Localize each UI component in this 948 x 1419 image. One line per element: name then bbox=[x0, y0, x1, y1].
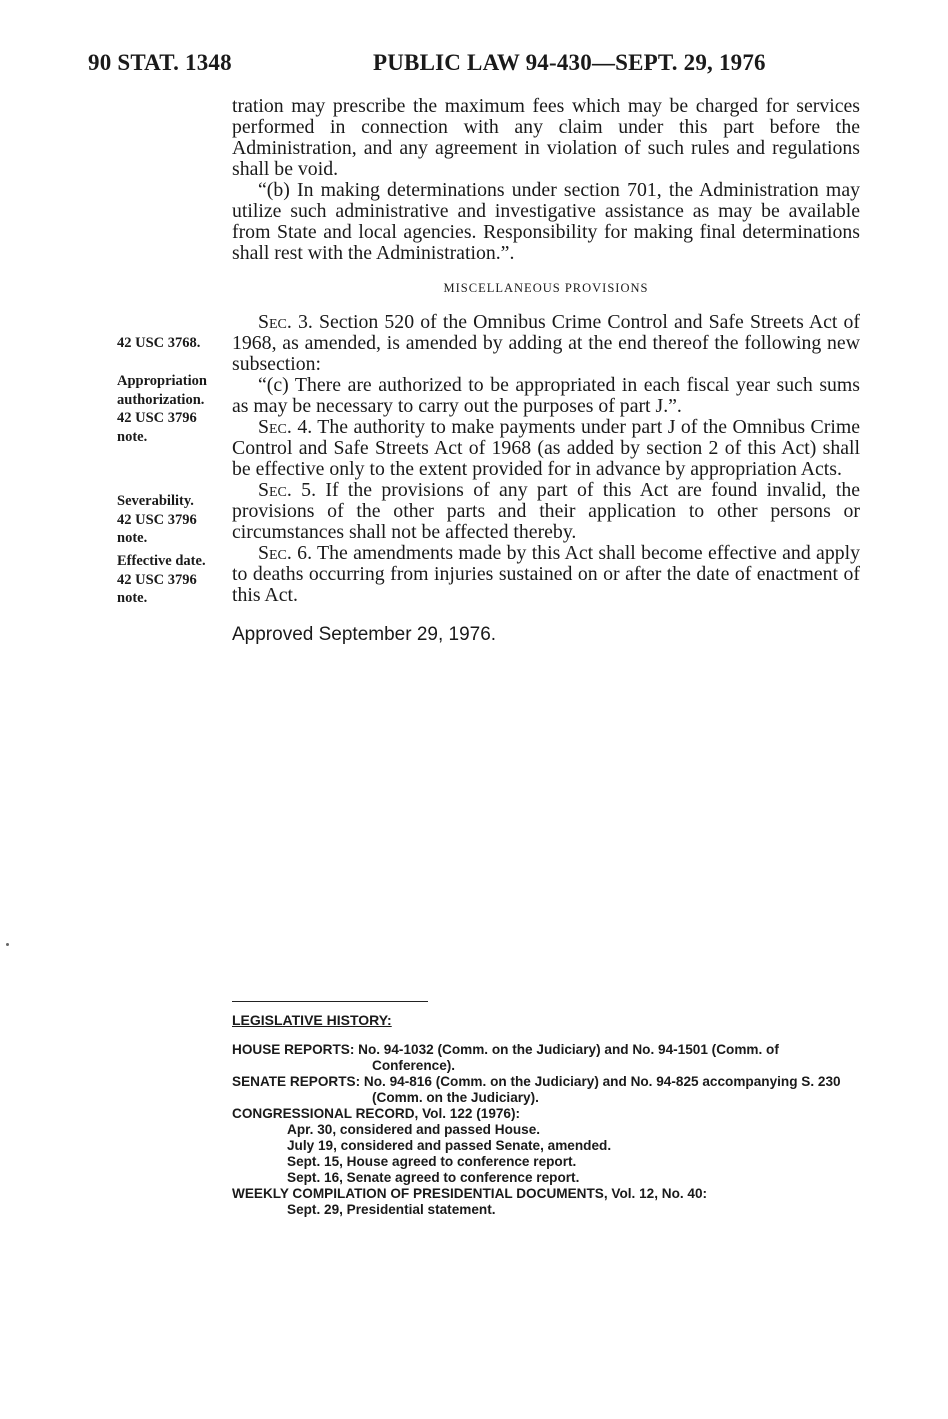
margin-note-line: 42 USC 3768. bbox=[117, 335, 201, 351]
running-head-title: PUBLIC LAW 94-430—SEPT. 29, 1976 bbox=[373, 50, 766, 75]
margin-note-line: Effective date. bbox=[117, 553, 206, 569]
sec-6-text: The amendments made by this Act shall become effective and apply to deaths occurring from injuries sustained on or after the date of enactment of this Act. bbox=[232, 542, 860, 606]
scan-speck bbox=[6, 943, 9, 946]
margin-note-line: authorization. bbox=[117, 391, 205, 408]
legislative-history-title: LEGISLATIVE HISTORY: bbox=[232, 1012, 392, 1028]
sec-3-label: Sec. 3. bbox=[258, 311, 313, 333]
record-entry: Sept. 16, Senate agreed to conference report. bbox=[287, 1170, 580, 1185]
sec-5-label: Sec. 5. bbox=[258, 479, 317, 501]
section-6 bbox=[232, 543, 860, 606]
margin-note-line: note. bbox=[117, 590, 148, 606]
margin-note-severability bbox=[117, 492, 227, 548]
paragraph-fees: tration may prescribe the maximum fees which may be charged for services performed in connection with any claim under this part before the Administration, and any agreement in violation of such rules and regulations shall be void. bbox=[232, 95, 860, 180]
margin-note-usc-3768 bbox=[117, 334, 227, 353]
sec-3-text: Section 520 of the Omnibus Crime Control and Safe Streets Act of 1968, as amended, is amended by adding at the end thereof the following new subsection: bbox=[232, 311, 860, 375]
senate-reports: SENATE REPORTS: No. 94-816 (Comm. on the Judiciary) and No. 94-825 accompanying S. 230 (Comm. on the Judiciary). bbox=[232, 1074, 841, 1105]
stat-page-reference: 90 STAT. 1348 bbox=[88, 50, 232, 75]
paragraph-b: “(b) In making determinations under section 701, the Administration may utilize such administrative and investigative assistance as may be available from State and local agencies. Responsibility for making final determinations shall rest with the Administration.”. bbox=[232, 179, 860, 264]
record-entry: July 19, considered and passed Senate, amended. bbox=[287, 1138, 612, 1153]
sec-4-label: Sec. 4. bbox=[258, 416, 313, 438]
approval-date: Approved September 29, 1976. bbox=[232, 624, 497, 645]
sec-6-label: Sec. 6. bbox=[258, 542, 313, 564]
history-divider bbox=[232, 1001, 428, 1002]
margin-note-line: 42 USC 3796 bbox=[117, 571, 197, 588]
margin-note-line: note. bbox=[117, 530, 148, 546]
house-reports: HOUSE REPORTS: No. 94-1032 (Comm. on the Judiciary) and No. 94-1501 (Comm. of Conference). bbox=[232, 1042, 779, 1073]
sec-5-text: If the provisions of any part of this Act are found invalid, the provisions of the other parts and their application to other persons or circumstances shall not be affected thereby. bbox=[232, 479, 860, 543]
record-entry: Sept. 15, House agreed to conference report. bbox=[287, 1154, 577, 1169]
legislative-history-list bbox=[232, 1042, 858, 1218]
weekly-compilation: WEEKLY COMPILATION OF PRESIDENTIAL DOCUMENTS, Vol. 12, No. 40: bbox=[232, 1186, 708, 1201]
section-heading-misc: MISCELLANEOUS PROVISIONS bbox=[443, 281, 649, 295]
margin-note-appropriation bbox=[117, 372, 227, 446]
weekly-entry: Sept. 29, Presidential statement. bbox=[287, 1202, 496, 1217]
section-4 bbox=[232, 417, 860, 480]
section-3-subsection-c: “(c) There are authorized to be appropriated in each fiscal year such sums as may be necessary to carry out the purposes of part J.”. bbox=[232, 374, 860, 417]
margin-note-line: Appropriation bbox=[117, 373, 207, 389]
section-3 bbox=[232, 312, 860, 375]
misc-provisions-body bbox=[232, 312, 860, 606]
margin-note-line: 42 USC 3796 bbox=[117, 511, 197, 528]
sec-4-text: The authority to make payments under part J of the Omnibus Crime Control and Safe Streets Act of 1968 (as added by section 2 of this Act) shall be effective only to the extent provided for in advance by appropriation Acts. bbox=[232, 416, 860, 480]
margin-note-line: note. bbox=[117, 428, 148, 445]
margin-note-line: 42 USC 3796 bbox=[117, 410, 197, 426]
section-5 bbox=[232, 480, 860, 543]
record-entry: Apr. 30, considered and passed House. bbox=[287, 1122, 541, 1137]
margin-note-effective-date bbox=[117, 552, 227, 608]
continued-paragraph bbox=[232, 96, 860, 264]
margin-note-line: Severability. bbox=[117, 493, 194, 509]
congressional-record: CONGRESSIONAL RECORD, Vol. 122 (1976): bbox=[232, 1106, 521, 1121]
